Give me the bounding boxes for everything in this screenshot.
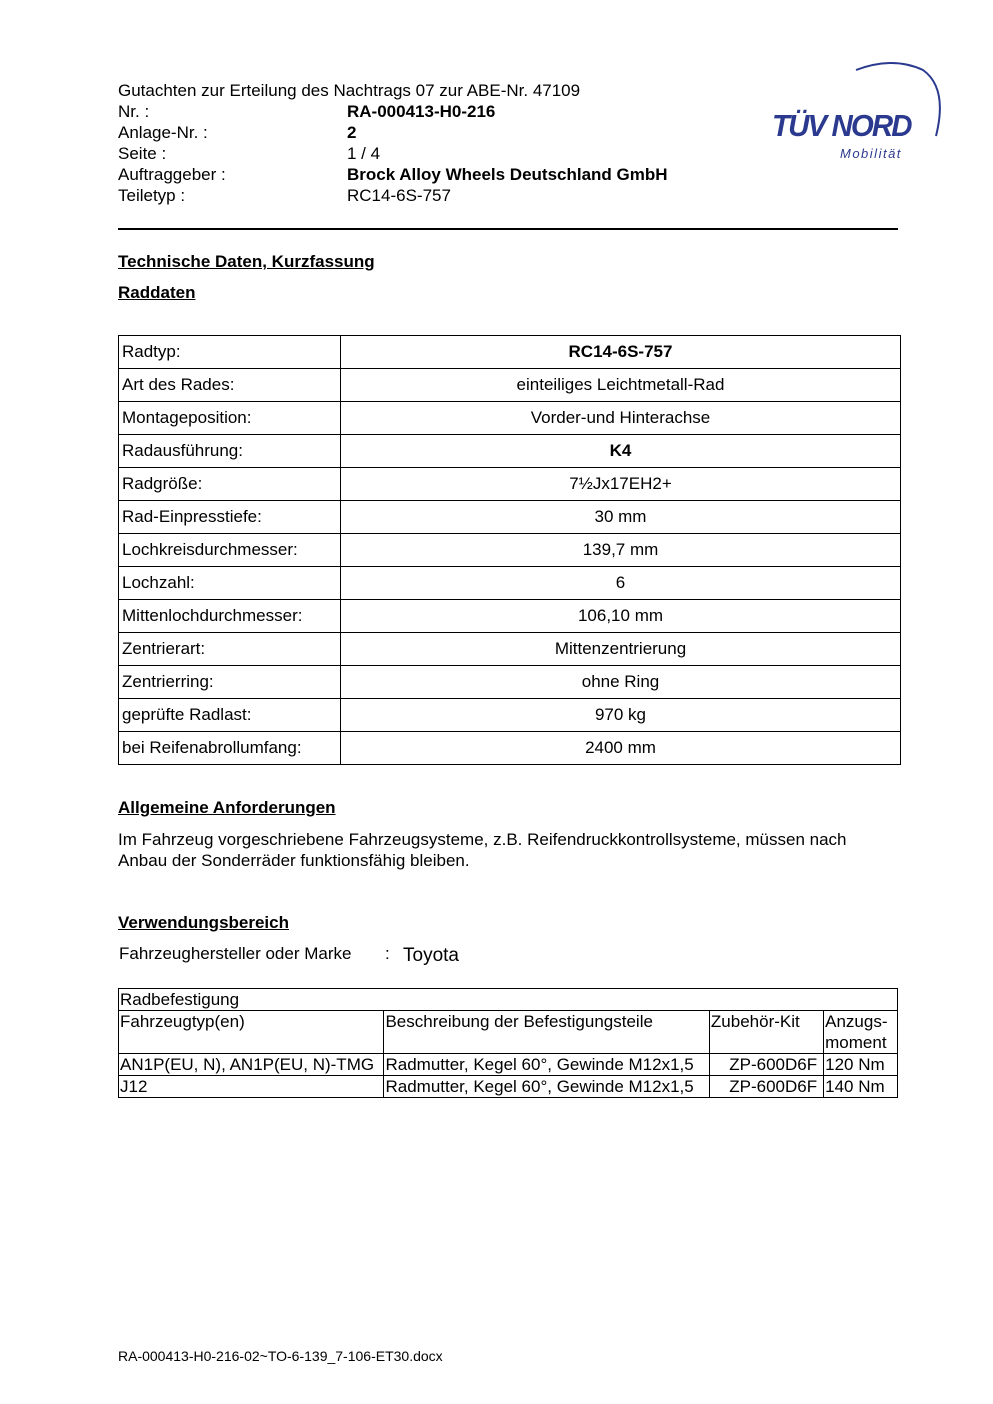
table-row [119,567,901,600]
header-divider [118,228,898,230]
table-row [119,633,901,666]
col-header-accessory-kit: Zubehör-Kit [709,1011,823,1054]
section-general-heading: Allgemeine Anforderungen [118,798,336,817]
field-label-nr: Nr. : [118,102,150,121]
wheel-value: 970 kg [341,699,901,732]
table-row [119,402,901,435]
vehicle-maker-line [119,944,459,966]
wheel-key: Radtyp: [119,336,341,369]
document-title: Gutachten zur Erteilung des Nachtrags 07 zur ABE-Nr. 47109 [118,81,581,100]
document-header [118,80,758,206]
fastening-title: Radbefestigung [119,989,898,1011]
wheel-value: 106,10 mm [341,600,901,633]
field-value-teiletyp: RC14-6S-757 [347,186,451,205]
field-value-nr: RA-000413-H0-216 [347,102,496,121]
wheel-key: Montageposition: [119,402,341,435]
vehicle-types-cell: AN1P(EU, N), AN1P(EU, N)-TMG [119,1054,384,1076]
description-cell: Radmutter, Kegel 60°, Gewinde M12x1,5 [384,1054,709,1076]
maker-colon: : [385,944,390,963]
section-wheel-data-heading: Raddaten [118,283,196,302]
accessory-kit-cell: ZP-600D6F [709,1076,823,1098]
wheel-value: ohne Ring [341,666,901,699]
field-label-auftraggeber: Auftraggeber : [118,165,226,184]
wheel-value: 6 [341,567,901,600]
wheel-key: bei Reifenabrollumfang: [119,732,341,765]
torque-cell: 120 Nm [824,1054,898,1076]
col-header-description: Beschreibung der Befestigungsteile [384,1011,709,1054]
col-header-torque: Anzugs-moment [824,1011,898,1054]
table-row [119,666,901,699]
wheel-value: K4 [341,435,901,468]
wheel-value: Vorder-und Hinterachse [341,402,901,435]
table-row [119,600,901,633]
wheel-key: Lochzahl: [119,567,341,600]
logo-brand: TÜV NORD [772,108,911,143]
wheel-key: geprüfte Radlast: [119,699,341,732]
general-requirements-text: Im Fahrzeug vorgeschriebene Fahrzeugsysteme, z.B. Reifendruckkontrollsysteme, müssen nach Anbau der Sonderräder funktionsfähig bleiben. [118,830,847,870]
table-row [119,336,901,369]
table-row [119,435,901,468]
field-value-auftraggeber: Brock Alloy Wheels Deutschland GmbH [347,165,668,184]
table-header-row [119,1011,898,1054]
wheel-value: 30 mm [341,501,901,534]
field-label-seite: Seite : [118,144,167,163]
table-row [119,534,901,567]
field-label-teiletyp: Teiletyp : [118,186,186,205]
table-row [119,699,901,732]
table-row [119,1054,898,1076]
table-row [119,468,901,501]
wheel-key: Art des Rades: [119,369,341,402]
field-label-anlage: Anlage-Nr. : [118,123,208,142]
field-value-seite: 1 / 4 [347,144,381,163]
table-row [119,501,901,534]
wheel-data-table [118,335,901,765]
wheel-key: Rad-Einpresstiefe: [119,501,341,534]
vehicle-types-cell: J12 [119,1076,384,1098]
table-row [119,369,901,402]
wheel-key: Lochkreisdurchmesser: [119,534,341,567]
wheel-value: 139,7 mm [341,534,901,567]
wheel-key: Radgröße: [119,468,341,501]
table-title-row [119,989,898,1011]
wheel-value: 2400 mm [341,732,901,765]
footer-filename: RA-000413-H0-216-02~TO-6-139_7-106-ET30.docx [118,1348,443,1364]
tuev-nord-logo [768,58,948,168]
torque-cell: 140 Nm [824,1076,898,1098]
wheel-key: Zentrierring: [119,666,341,699]
table-row [119,732,901,765]
wheel-value: 7½Jx17EH2+ [341,468,901,501]
wheel-key: Mittenlochdurchmesser: [119,600,341,633]
wheel-key: Zentrierart: [119,633,341,666]
wheel-key: Radausführung: [119,435,341,468]
maker-label: Fahrzeughersteller oder Marke [119,944,352,963]
accessory-kit-cell: ZP-600D6F [709,1054,823,1076]
maker-value: Toyota [403,945,459,966]
wheel-value: einteiliges Leichtmetall-Rad [341,369,901,402]
wheel-fastening-table [118,988,898,1098]
col-header-vehicle-types: Fahrzeugtyp(en) [119,1011,384,1054]
table-row [119,1076,898,1098]
section-technical-heading: Technische Daten, Kurzfassung [118,252,375,271]
description-cell: Radmutter, Kegel 60°, Gewinde M12x1,5 [384,1076,709,1098]
logo-sub: Mobilität [840,146,902,161]
field-value-anlage: 2 [347,123,357,142]
section-usage-heading: Verwendungsbereich [118,913,289,932]
wheel-value: Mittenzentrierung [341,633,901,666]
wheel-value: RC14-6S-757 [341,336,901,369]
